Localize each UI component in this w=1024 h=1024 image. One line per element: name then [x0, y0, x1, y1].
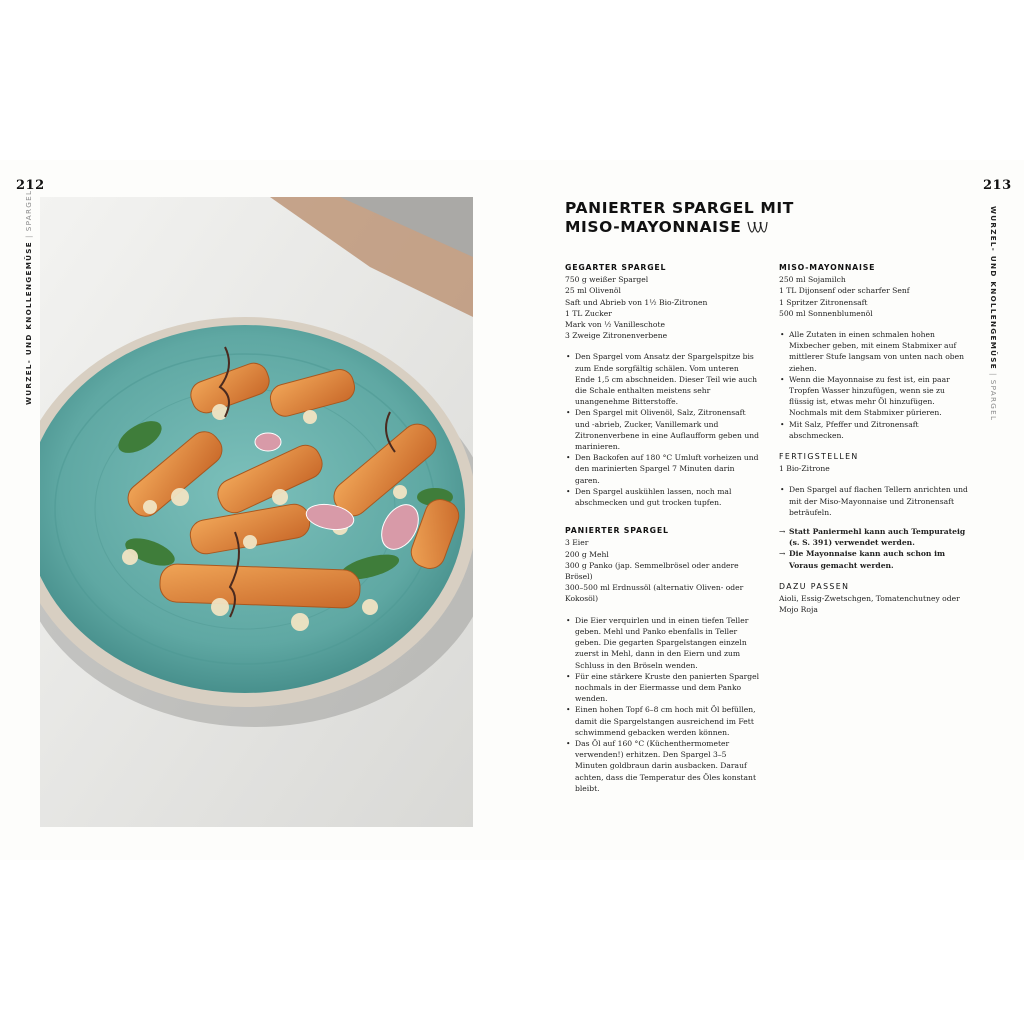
ingredient: 500 ml Sonnenblumenöl: [779, 308, 873, 318]
dish-photo: [40, 197, 473, 827]
step: • Das Öl auf 160 °C (Küchenthermometer verwenden!) erhitzen. Den Spargel 3–5 Minuten goldbraun darin ausbacken. Darauf achten, dass die Temperatur des Öles konstant bleibt.: [565, 738, 760, 794]
step: • Für eine stärkere Kruste den panierten Spargel nochmals in der Eiermasse und dem Panko wenden.: [565, 671, 760, 705]
ingredient: 300 g Panko (jap. Semmelbrösel oder andere Brösel): [565, 560, 739, 582]
running-head-left: [24, 190, 33, 405]
left-text-column: [565, 262, 760, 794]
steps-panierter: [565, 615, 760, 794]
running-head-subtitle: SPARGEL: [24, 189, 33, 232]
ingredient: 25 ml Olivenöl: [565, 286, 621, 296]
step: • Alle Zutaten in einen schmalen hohen Mixbecher geben, mit einem Stabmixer auf mittlerer Stufe langsam von unten nach oben ziehen.: [779, 329, 969, 374]
right-text-column: [779, 262, 969, 615]
page-number-left: 212: [16, 178, 45, 193]
ingredient: 200 g Mehl: [565, 549, 609, 559]
running-head-right: [989, 206, 998, 421]
running-head-title: WURZEL- UND KNOLLENGEMÜSE: [989, 206, 998, 370]
step: • Den Spargel vom Ansatz der Spargelspitze bis zum Ende sorgfältig schälen. Vom unteren Ende 1,5 cm abschneiden. Dieser Teil wie auch die Schale enthalten meistens sehr unangenehme Bitterstoffe.: [565, 351, 760, 407]
recipe-title-line-2-wrap: [565, 218, 945, 239]
page-number-right: 213: [983, 178, 1012, 193]
step: • Einen hohen Topf 6–8 cm hoch mit Öl befüllen, damit die Spargelstangen ausreichend im Fett schwimmend gebacken werden können.: [565, 704, 760, 738]
step: • Die Eier verquirlen und in einen tiefen Teller geben. Mehl und Panko ebenfalls in Teller geben. Die gegarten Spargelstangen einzeln zuerst in Mehl, dann in den Eiern und zum Schluss in den Bröseln wenden.: [565, 615, 760, 671]
section-heading-mayo: MISO-MAYONNAISE: [779, 263, 876, 272]
ingredient: 750 g weißer Spargel: [565, 275, 649, 285]
ingredient: 1 TL Dijonsenf oder scharfer Senf: [779, 286, 910, 296]
vegetarian-icon: [746, 220, 768, 239]
steps-mayo: [779, 329, 969, 441]
step: • Den Spargel mit Olivenöl, Salz, Zitronensaft und -abrieb, Zucker, Vanillemark und Zitronenverbene in eine Auflaufform geben und marinieren.: [565, 407, 760, 452]
section-heading-finish: FERTIGSTELLEN: [779, 452, 859, 462]
section-heading-panierter: PANIERTER SPARGEL: [565, 526, 669, 536]
step: • Mit Salz, Pfeffer und Zitronensaft abschmecken.: [779, 419, 969, 441]
recipe-title-line-2: MISO-MAYONNAISE: [565, 218, 742, 236]
ingredient-list-gegarter: [565, 274, 760, 341]
ingredient: 250 ml Sojamilch: [779, 275, 846, 285]
step: • Wenn die Mayonnaise zu fest ist, ein paar Tropfen Wasser hinzufügen, wenn sie zu flüssig ist, etwas mehr Öl hinzufügen. Nochmals mit dem Stabmixer pürieren.: [779, 374, 969, 419]
ingredient: 3 Zweige Zitronenverbene: [565, 331, 668, 341]
recipe-title: [565, 199, 945, 239]
dish-illustration: [40, 197, 473, 827]
running-head-separator: |: [989, 372, 998, 377]
running-head-subtitle: SPARGEL: [989, 379, 998, 422]
ingredient: 1 Bio-Zitrone: [779, 464, 830, 474]
ingredient: Mark von ½ Vanilleschote: [565, 320, 666, 330]
spacer: [779, 441, 969, 451]
steps-finish: [779, 484, 969, 518]
running-head-separator: |: [24, 234, 33, 239]
step: • Den Backofen auf 180 °C Umluft vorheizen und den marinierten Spargel 7 Minuten darin garen.: [565, 452, 760, 486]
pairing-text: Aioli, Essig-Zwetschgen, Tomatenchutney oder Mojo Roja: [779, 594, 960, 615]
tip: → Statt Paniermehl kann auch Tempurateig (s. S. 391) verwendet werden.: [779, 526, 969, 548]
ingredient: Saft und Abrieb von 1½ Bio-Zitronen: [565, 297, 708, 307]
tip: → Die Mayonnaise kann auch schon im Voraus gemacht werden.: [779, 548, 969, 570]
tips-list: [779, 526, 969, 571]
running-head-title: WURZEL- UND KNOLLENGEMÜSE: [24, 241, 33, 405]
section-heading-gegarter: GEGARTER SPARGEL: [565, 263, 667, 272]
ingredient: 3 Eier: [565, 538, 589, 548]
steps-gegarter: [565, 351, 760, 508]
spacer: [565, 508, 760, 525]
recipe-title-line-1: PANIERTER SPARGEL MIT: [565, 199, 794, 217]
ingredient-list-panierter: [565, 537, 760, 604]
ingredient: 300–500 ml Erdnussöl (alternativ Oliven- oder Kokosöl): [565, 583, 744, 604]
ingredient-list-finish: [779, 463, 969, 474]
step: • Den Spargel auskühlen lassen, noch mal abschmecken und gut trocken tupfen.: [565, 486, 760, 508]
ingredient: 1 TL Zucker: [565, 308, 612, 318]
ingredient: 1 Spritzer Zitronensaft: [779, 297, 868, 307]
section-heading-pairing: DAZU PASSEN: [779, 581, 850, 591]
spacer: [779, 571, 969, 581]
ingredient-list-mayo: [779, 274, 969, 319]
step: • Den Spargel auf flachen Tellern anrichten und mit der Miso-Mayonnaise und Zitronensaft beträufeln.: [779, 484, 969, 518]
